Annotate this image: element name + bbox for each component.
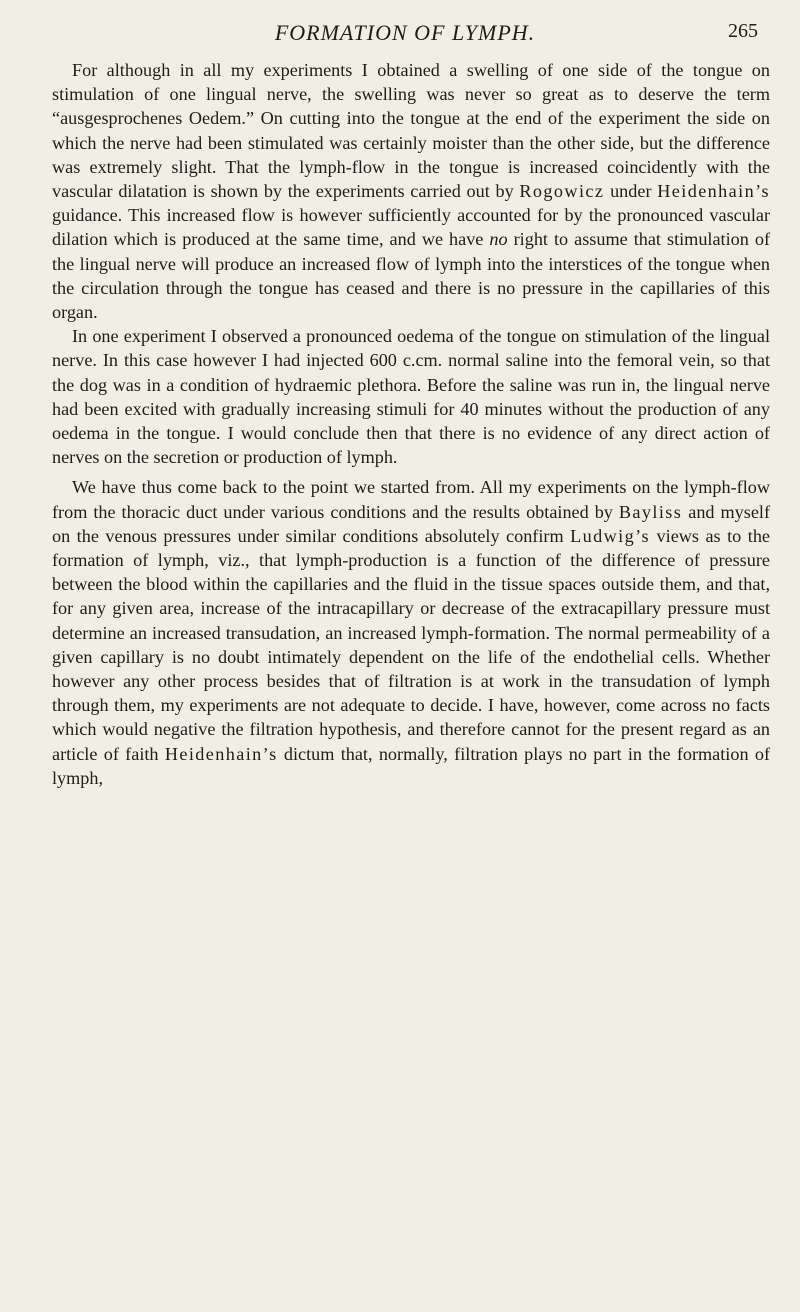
author-name-ludwig: Ludwig’s	[570, 525, 651, 546]
author-name-bayliss: Bayliss	[618, 501, 683, 522]
text-run: and myself on the venous pressures under similar conditions absolutely confirm	[52, 501, 770, 546]
author-name-rogowicz: Rogowicz	[519, 181, 605, 202]
emphasis-no: no	[489, 229, 508, 250]
text-run: under	[604, 181, 658, 202]
paragraph-conclusion	[52, 475, 770, 790]
text-run: We have thus come back to the point we started from. All my experiments on the lymph-flow from the thoracic duct under various conditions and the results obtained by	[52, 477, 770, 522]
author-name-heidenhain: Heidenhain’s	[164, 743, 278, 764]
text-run: views as to the formation of lymph, viz., that lymph-production is a function of the difference of pressure between the blood within the capillaries and the fluid in the tissue spaces outside them, and that, for any given area, increase of the intracapillary or decrease of the extracapillary pressure must determine an increased transudation, an increased lymph-formation. The normal permeability of a given capillary is no doubt intimately dependent on the life of the endothelial cells. Whether however any other process besides that of filtration is at work in the transudation of lymph through them, my experiments are not adequate to decide. I have, however, come across no facts which would negative the filtration hypothesis, and therefore cannot for the present regard as an article of faith	[52, 525, 770, 764]
page-header	[52, 18, 758, 48]
running-title: FORMATION OF LYMPH.	[274, 20, 536, 45]
paragraph-tongue-swelling	[52, 58, 770, 324]
text-run: guidance. This increased flow is however sufficiently accounted for by the pronounced vascular dilation which is produced at the same time, and we have	[52, 205, 770, 250]
paragraph-oedema-experiment: In one experiment I observed a pronounced oedema of the tongue on stimulation of the lingual nerve. In this case however I had injected 600 c.cm. normal saline into the femoral vein, so that the dog was in a condition of hydraemic plethora. Before the saline was run in, the lingual nerve had been excited with gradually increasing stimuli for 40 minutes without the production of any oedema in the tongue. I would conclude then that there is no evidence of any direct action of nerves on the secretion or production of lymph.	[52, 326, 770, 468]
text-run: right to assume that stimulation of the lingual nerve will produce an increased flow of lymph into the interstices of the tongue when the circulation through the tongue has ceased and there is no pressure in the capillaries of this organ.	[52, 229, 771, 323]
text-run: dictum that, normally, filtration plays no part in the formation of lymph,	[52, 743, 770, 788]
page-number: 265	[728, 20, 758, 42]
text-run: For although in all my experiments I obtained a swelling of one side of the tongue on stimulation of one lingual nerve, the swelling was never so great as to deserve the term “ausgesprochenes Oedem.” On cutting into the tongue at the end of the experiment the side on which the nerve had been stimulated was certainly moister than the other side, but the difference was extremely slight. That the lymph-flow in the tongue is increased coincidently with the vascular dilatation is shown by the experiments carried out by	[52, 60, 770, 202]
author-name-heidenhain: Heidenhain’s	[657, 181, 770, 202]
body-text	[52, 58, 770, 790]
